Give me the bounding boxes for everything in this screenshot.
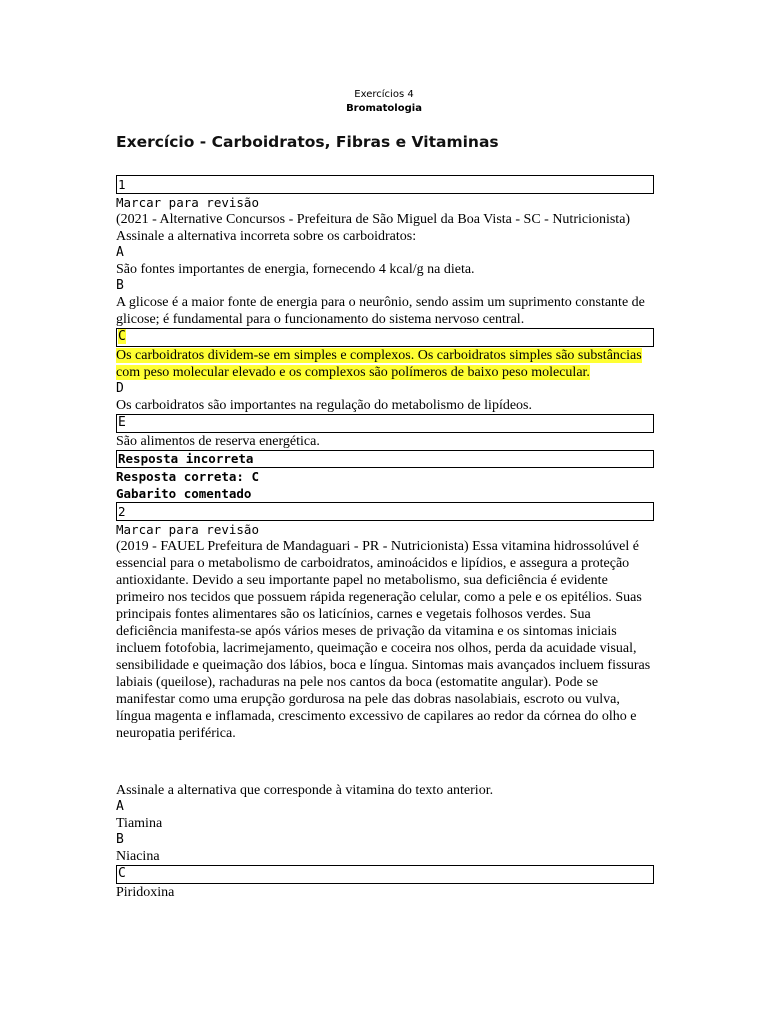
question-1-option-d-text[interactable]: Os carboidratos são importantes na regulação do metabolismo de lipídeos. (116, 398, 533, 413)
question-1-option-b-letter[interactable]: B (116, 278, 124, 293)
question-1-option-b-text[interactable]: A glicose é a maior fonte de energia para o neurônio, sendo assim um suprimento constante de glicose; é fundamental para o funcionamento do sistema nervoso central. (116, 295, 645, 327)
page-title: Exercício - Carboidratos, Fibras e Vitaminas (116, 133, 499, 151)
question-1-option-a-text[interactable]: São fontes importantes de energia, fornecendo 4 kcal/g na dieta. (116, 262, 475, 277)
question-1-option-a-letter[interactable]: A (116, 245, 124, 260)
question-2-option-c-letter[interactable]: C (116, 865, 654, 884)
question-1-correct-answer: Resposta correta: C (116, 469, 259, 484)
question-2-option-a-text[interactable]: Tiamina (116, 816, 163, 831)
question-2-mark-review[interactable]: Marcar para revisão (116, 522, 259, 537)
question-1-option-e-letter[interactable]: E (116, 414, 654, 433)
question-1-option-d-letter[interactable]: D (116, 381, 124, 396)
question-2-number: 2 (116, 502, 654, 521)
question-2-option-c-text[interactable]: Piridoxina (116, 885, 175, 900)
question-1-option-c-text[interactable]: Os carboidratos dividem-se em simples e complexos. Os carboidratos simples são substâncias com peso molecular elevado e os complexos são polímeros de baixo peso molecular. (116, 348, 642, 380)
question-1-number: 1 (116, 175, 654, 194)
question-2-statement: (2019 - FAUEL Prefeitura de Mandaguari - PR - Nutricionista) Essa vitamina hidrossolúvel é essencial para o metabolismo de carboidratos, aminoácidos e lipídios, e assegura a proteção antioxidante. Devido a seu importante papel no metabolismo, sua deficiência é evidente primeiro nos tecidos que possuem rápida regeneração celular, como a pele e os epitélios. Suas principais fontes alimentares são os laticínios, carnes e vegetais folhosos verdes. Sua deficiência manifesta-se após vários meses de privação da vitamina e os sintomas iniciais incluem fotofobia, lacrimejamento, queimação e coceira nos olhos, perda da acuidade visual, sensibilidade e queimação dos lábios, boca e língua. Sintomas mais avançados incluem fissuras labiais (queilose), rachaduras na pele nos cantos da boca (estomatite angular). Pode se manifestar como uma erupção gordurosa na pele das dobras nasolabiais, escroto ou vulva, língua magenta e inflamada, crescimento excessivo de capilares ao redor da córnea do olho e neuropatia periférica. (116, 539, 651, 741)
question-2-option-a-letter[interactable]: A (116, 799, 124, 814)
question-1-result: Resposta incorreta (116, 450, 654, 468)
question-1-option-c-letter[interactable]: C (116, 328, 654, 347)
question-1-mark-review[interactable]: Marcar para revisão (116, 195, 259, 210)
spacer (116, 742, 654, 782)
question-1-statement: (2021 - Alternative Concursos - Prefeitura de São Miguel da Boa Vista - SC - Nutricionista) Assinale a alternativa incorreta sobre os carboidratos: (116, 212, 631, 244)
question-1-option-e-text[interactable]: São alimentos de reserva energética. (116, 434, 320, 449)
header-line-1: Exercícios 4 (354, 89, 414, 100)
header-line-2: Bromatologia (346, 103, 422, 114)
question-2-option-b-text[interactable]: Niacina (116, 849, 160, 864)
exercise-content (116, 175, 654, 901)
question-1-comment-link[interactable]: Gabarito comentado (116, 486, 252, 501)
question-2-prompt: Assinale a alternativa que corresponde à vitamina do texto anterior. (116, 783, 494, 798)
question-2-option-b-letter[interactable]: B (116, 832, 124, 847)
